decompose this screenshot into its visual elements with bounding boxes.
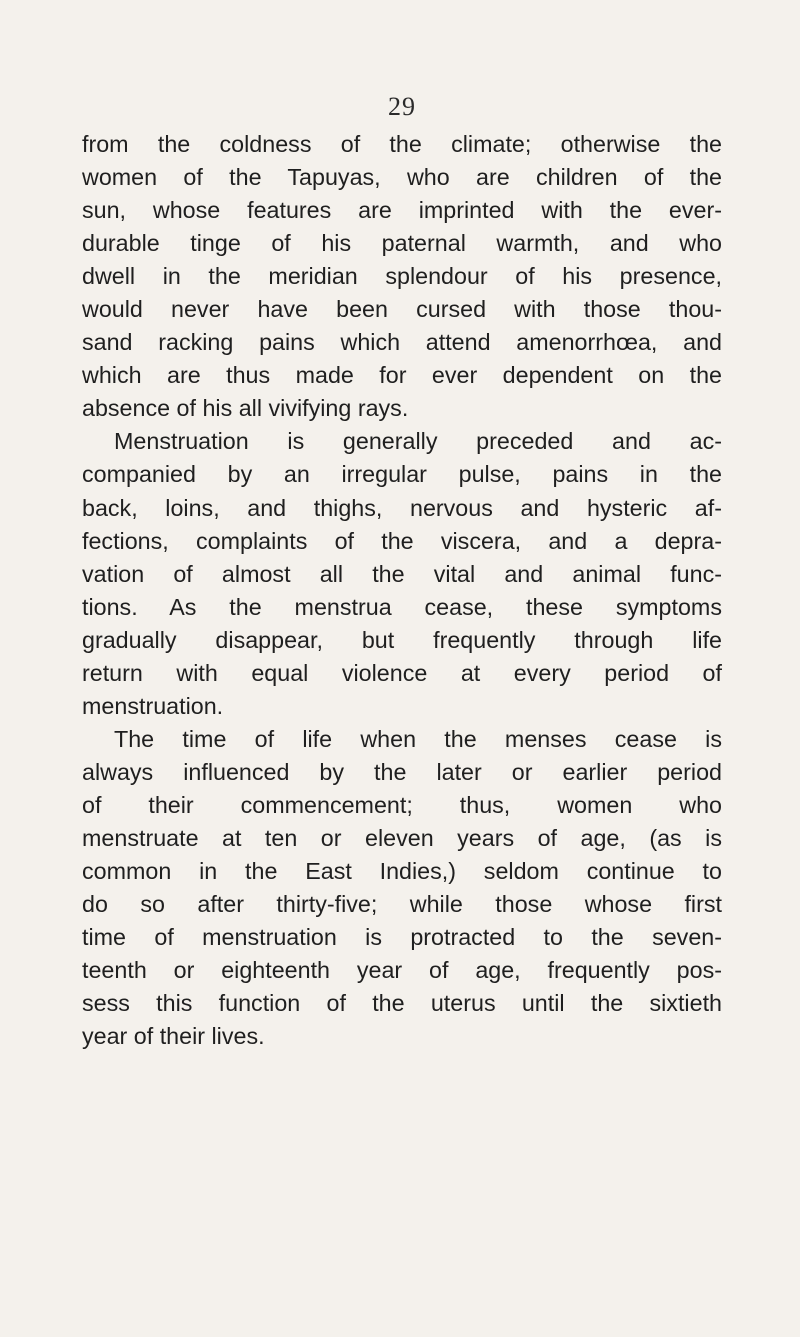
text-line: Menstruation is generally preceded and ac-	[114, 428, 722, 455]
text-line: fections, complaints of the viscera, and a depra-	[82, 527, 722, 554]
text-line: of their commencement; thus, women who	[82, 791, 722, 818]
text-line: always influenced by the later or earlier period	[82, 758, 722, 785]
text-line: durable tinge of his paternal warmth, and who	[82, 230, 722, 257]
text-line: dwell in the meridian splendour of his presence,	[82, 263, 722, 290]
text-line: from the coldness of the climate; otherwise the	[82, 131, 722, 157]
paragraph-2	[82, 425, 722, 722]
text-line: year of their lives.	[82, 1023, 265, 1050]
text-line: tions. As the menstrua cease, these symptoms	[82, 593, 722, 620]
text-line: gradually disappear, but frequently through life	[82, 626, 722, 653]
text-line: The time of life when the menses cease is	[114, 725, 722, 752]
text-line: menstruation.	[82, 692, 224, 719]
text-line: teenth or eighteenth year of age, frequently pos-	[82, 957, 722, 984]
page-number: 29	[388, 92, 416, 121]
text-line: would never have been cursed with those thou-	[82, 296, 722, 323]
text-line: sun, whose features are imprinted with the ever-	[82, 197, 722, 224]
text-line: common in the East Indies,) seldom continue to	[82, 858, 722, 885]
text-line: women of the Tapuyas, who are children of the	[82, 164, 722, 191]
text-line: vation of almost all the vital and animal func-	[82, 560, 722, 587]
text-line: sand racking pains which attend amenorrhœa, and	[82, 329, 722, 356]
text-line: menstruate at ten or eleven years of age, (as is	[82, 824, 722, 851]
text-line: time of menstruation is protracted to the seven-	[82, 924, 722, 951]
text-line: which are thus made for ever dependent on the	[82, 362, 722, 389]
text-line: companied by an irregular pulse, pains in the	[82, 461, 722, 488]
paragraph-3	[82, 723, 722, 1053]
text-line: return with equal violence at every period of	[82, 659, 722, 686]
paragraph-1	[82, 128, 722, 425]
text-line: do so after thirty-five; while those whose first	[82, 891, 722, 918]
body-text	[82, 128, 722, 1053]
text-line: back, loins, and thighs, nervous and hysteric af-	[82, 494, 722, 521]
text-line: absence of his all vivifying rays.	[82, 395, 409, 422]
text-line: sess this function of the uterus until the sixtieth	[82, 990, 722, 1017]
